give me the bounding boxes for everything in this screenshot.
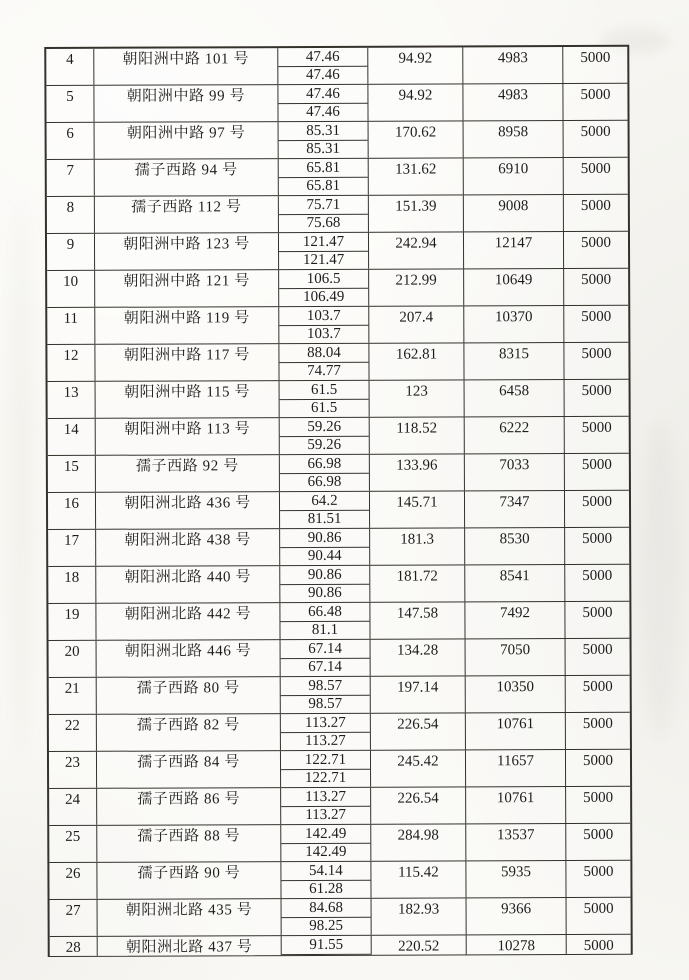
total-area-cell: 94.92 [368,84,463,120]
row-number-cell: 14 [48,419,96,455]
area-values-cell [279,159,369,195]
deposit-cell: 5000 [582,530,613,547]
total-area-cell: 226.54 [371,787,466,823]
amount-cell: 6910 [464,158,564,194]
row-number-cell: 12 [47,345,95,381]
table-row [49,676,630,715]
deposit-cell: 5000 [583,863,614,880]
deposit-cell: 5000 [583,789,614,806]
table-row [47,232,628,271]
amount-cell: 7033 [465,454,565,490]
table-row [48,454,629,493]
area-value-lower: 67.14 [308,658,343,675]
amount-cell: 8530 [465,528,565,564]
total-area-cell: 151.39 [369,195,464,231]
address-cell: 孺子西路 112 号 [95,196,279,233]
total-area-cell: 134.28 [371,639,466,675]
area-value-upper: 121.47 [279,233,368,252]
amount-cell: 6222 [465,417,565,453]
address-cell: 朝阳洲中路 115 号 [96,381,280,418]
table-row [48,380,629,419]
area-values-cell [280,418,370,454]
area-value-upper: 113.27 [281,714,370,733]
area-value-lower: 113.27 [305,806,347,824]
deposit-cell: 5000 [580,197,611,214]
row-number-cell: 4 [46,49,94,85]
area-values-cell [281,714,371,750]
deposit-cell: 5000 [582,715,613,732]
area-value-upper: 106.5 [279,270,368,289]
area-value-lower: 90.86 [307,584,342,601]
area-value-lower: 90.44 [307,547,342,564]
area-value-lower: 47.46 [306,103,340,120]
table-row [49,713,630,752]
table-row [50,935,631,957]
table-body [46,47,631,957]
area-values-cell [282,899,372,935]
table-row [47,158,628,197]
deposit-cell: 5000 [581,271,612,288]
area-values-cell [280,529,370,565]
area-value-upper: 98.57 [281,677,370,696]
total-area-cell: 181.72 [370,565,465,601]
area-values-cell [279,196,369,232]
area-values-cell [279,233,369,269]
amount-cell: 8541 [465,565,565,601]
deposit-cell: 5000 [580,86,611,103]
row-number-cell: 25 [49,826,97,862]
address-cell: 朝阳洲中路 121 号 [95,270,279,307]
area-value-upper: 90.86 [280,566,369,585]
area-value-lower: 106.49 [303,288,345,306]
amount-cell: 4983 [463,84,563,120]
area-value-lower: 142.49 [305,843,347,861]
deposit-cell: 5000 [582,678,613,695]
total-area-cell: 123 [370,380,465,416]
area-values-cell [279,270,369,306]
deposit-cell: 5000 [580,123,611,140]
area-value-lower: 98.25 [309,917,344,934]
total-area-cell: 181.3 [370,528,465,564]
area-value-upper: 85.31 [279,122,368,141]
area-value-lower: 59.26 [307,436,342,453]
total-area-cell: 131.62 [369,158,464,194]
address-cell: 孺子西路 80 号 [97,677,281,714]
table-row [47,121,628,160]
deposit-cell: 5000 [580,49,611,66]
area-value-upper: 88.04 [279,344,368,363]
deposit-cell: 5000 [582,752,614,769]
area-value-lower: 113.27 [305,732,346,750]
area-value-lower: 61.5 [310,399,338,416]
area-value-upper: 64.2 [280,492,369,511]
deposit-cell: 5000 [583,900,614,917]
total-area-cell: 147.58 [370,602,465,638]
address-cell: 孺子西路 94 号 [95,159,279,196]
area-values-cell [280,566,370,602]
address-cell: 朝阳洲北路 440 号 [96,566,280,603]
table-row [49,824,630,863]
row-number-cell: 27 [50,900,98,936]
area-value-lower: 65.81 [306,177,341,194]
address-cell: 朝阳洲中路 99 号 [94,85,278,122]
address-cell: 朝阳洲中路 117 号 [95,344,279,381]
area-value-upper: 113.27 [281,788,370,807]
table-row [49,639,630,678]
address-cell: 孺子西路 90 号 [97,862,281,899]
area-value-upper: 47.46 [278,48,367,67]
total-area-cell: 170.62 [369,121,464,157]
area-value-lower [282,955,371,957]
area-values-cell [280,455,370,491]
amount-cell: 8315 [464,343,564,379]
row-number-cell: 15 [48,456,96,492]
area-values-cell [281,751,371,787]
amount-cell: 10649 [464,269,564,305]
area-value-upper: 84.68 [282,899,371,918]
total-area-cell: 212.99 [369,269,464,305]
total-area-cell: 118.52 [370,417,465,453]
total-area-cell: 226.54 [371,713,466,749]
scan-smudge [8,200,34,760]
row-number-cell: 17 [48,530,96,566]
total-area-cell: 207.4 [369,306,464,342]
total-area-cell: 115.42 [371,861,466,897]
row-number-cell: 8 [47,197,95,233]
area-values-cell [281,788,371,824]
amount-cell: 6458 [465,380,565,416]
address-cell: 朝阳洲北路 435 号 [98,899,282,936]
area-values-cell [279,344,369,380]
row-number-cell: 20 [49,641,97,677]
area-value-lower: 75.68 [306,214,341,231]
area-values-cell [279,122,369,158]
area-value-upper: 65.81 [279,159,368,178]
deposit-cell: 5000 [581,456,612,473]
area-value-upper: 90.86 [280,529,369,548]
row-number-cell: 16 [48,493,96,529]
area-values-cell [280,492,370,528]
table-row [50,898,631,937]
amount-cell: 13537 [466,824,566,860]
deposit-cell: 5000 [581,308,612,325]
address-cell: 孺子西路 84 号 [97,751,281,788]
area-value-upper: 75.71 [279,196,368,215]
area-values-cell [281,862,371,898]
total-area-cell: 133.96 [370,454,465,490]
amount-cell: 4983 [463,47,563,83]
address-cell: 朝阳洲中路 119 号 [95,307,279,344]
address-cell: 朝阳洲中路 113 号 [96,418,280,455]
deposit-cell: 5000 [581,382,612,399]
deposit-cell: 5000 [583,826,614,843]
amount-cell: 12147 [464,232,564,268]
area-value-lower: 85.31 [306,140,341,157]
row-number-cell: 26 [49,863,97,899]
table-row [47,343,628,382]
area-values-cell [281,640,371,676]
address-cell: 朝阳洲北路 437 号 [98,936,282,957]
amount-cell: 10761 [466,713,566,749]
area-value-upper: 47.46 [278,85,367,104]
row-number-cell: 10 [47,271,95,307]
total-area-cell: 197.14 [371,676,466,712]
row-number-cell: 13 [48,382,96,418]
total-area-cell: 284.98 [371,824,466,860]
table-row [47,195,628,234]
area-values-cell [280,381,370,417]
area-values-cell [282,936,372,957]
area-values-cell [281,825,371,861]
area-values-cell [280,603,370,639]
area-values-cell [281,677,371,713]
area-value-upper: 67.14 [281,640,370,659]
amount-cell: 10370 [464,306,564,342]
area-value-lower: 98.57 [308,695,343,712]
row-number-cell: 24 [49,789,97,825]
area-value-upper: 59.26 [280,418,369,437]
deposit-cell: 5000 [580,160,611,177]
deposit-cell: 5000 [582,641,613,658]
deposit-cell: 5000 [581,345,612,362]
area-value-lower: 47.46 [305,66,340,83]
table-row [48,528,629,567]
deposit-cell: 5000 [581,419,612,436]
area-value-lower: 122.71 [304,769,347,787]
amount-cell: 7492 [465,602,565,638]
deposit-cell: 5000 [580,234,612,251]
area-value-upper: 103.7 [279,307,368,326]
amount-cell: 8958 [464,121,564,157]
amount-cell: 5935 [466,861,566,897]
row-number-cell: 7 [47,160,95,196]
amount-cell: 9366 [467,898,567,934]
table-row [46,84,627,123]
total-area-cell: 94.92 [368,47,463,83]
area-values-cell [278,48,368,84]
table-row [48,565,629,604]
row-number-cell: 21 [49,678,97,714]
area-value-upper: 142.49 [281,825,370,844]
table-row [46,47,627,86]
area-values-cell [278,85,368,121]
table-row [49,861,630,900]
scan-smudge [640,420,680,740]
table-row [48,417,629,456]
area-value-upper: 66.98 [280,455,369,474]
row-number-cell: 18 [48,567,96,603]
address-cell: 朝阳洲北路 442 号 [96,603,280,640]
area-value-upper: 61.5 [280,381,369,400]
amount-cell: 11657 [466,750,566,786]
row-number-cell: 9 [47,234,95,270]
area-value-upper: 122.71 [281,751,370,770]
row-number-cell: 28 [50,937,98,957]
address-fee-table [44,45,632,957]
table-row [47,269,628,308]
table-row [47,306,628,345]
amount-cell: 7050 [466,639,566,675]
address-cell: 朝阳洲北路 446 号 [97,640,281,677]
area-values-cell [279,307,369,343]
row-number-cell: 19 [48,604,96,640]
table-row [48,491,629,530]
address-cell: 朝阳洲北路 436 号 [96,492,280,529]
amount-cell: 10350 [466,676,566,712]
address-cell: 朝阳洲中路 97 号 [95,122,279,159]
row-number-cell: 23 [49,752,97,788]
area-value-upper: 91.55 [282,936,371,955]
amount-cell: 7347 [465,491,565,527]
row-number-cell: 11 [47,308,95,344]
row-number-cell: 6 [47,123,95,159]
amount-cell: 9008 [464,195,564,231]
area-value-upper: 66.48 [280,603,369,622]
area-value-lower: 81.1 [311,621,339,638]
amount-cell: 10278 [467,935,567,957]
deposit-cell: 5000 [581,493,613,510]
amount-cell: 10761 [466,787,566,823]
area-value-lower: 74.77 [307,362,341,379]
area-value-lower: 121.47 [302,251,345,269]
deposit-cell: 5000 [582,604,613,621]
total-area-cell: 242.94 [369,232,464,268]
row-number-cell: 22 [49,715,97,751]
address-cell: 孺子西路 82 号 [97,714,281,751]
total-area-cell: 220.52 [372,935,467,957]
area-value-upper: 54.14 [281,862,370,881]
address-cell: 朝阳洲北路 438 号 [96,529,280,566]
table-row [49,750,630,789]
table-row [49,787,630,826]
total-area-cell: 145.71 [370,491,465,527]
deposit-cell: 5000 [583,937,614,954]
address-cell: 孺子西路 88 号 [97,825,281,862]
address-cell: 朝阳洲中路 101 号 [94,48,278,85]
address-cell: 朝阳洲中路 123 号 [95,233,279,270]
row-number-cell: 5 [46,86,94,122]
area-value-lower: 61.28 [309,880,343,897]
address-cell: 孺子西路 86 号 [97,788,281,825]
total-area-cell: 182.93 [372,898,467,934]
area-value-lower: 66.98 [307,473,342,490]
deposit-cell: 5000 [582,567,613,584]
area-value-lower: 103.7 [306,325,341,342]
table-row [48,602,629,641]
total-area-cell: 245.42 [371,750,466,786]
area-value-lower: 81.51 [307,510,342,527]
address-cell: 孺子西路 92 号 [96,455,280,492]
total-area-cell: 162.81 [369,343,464,379]
